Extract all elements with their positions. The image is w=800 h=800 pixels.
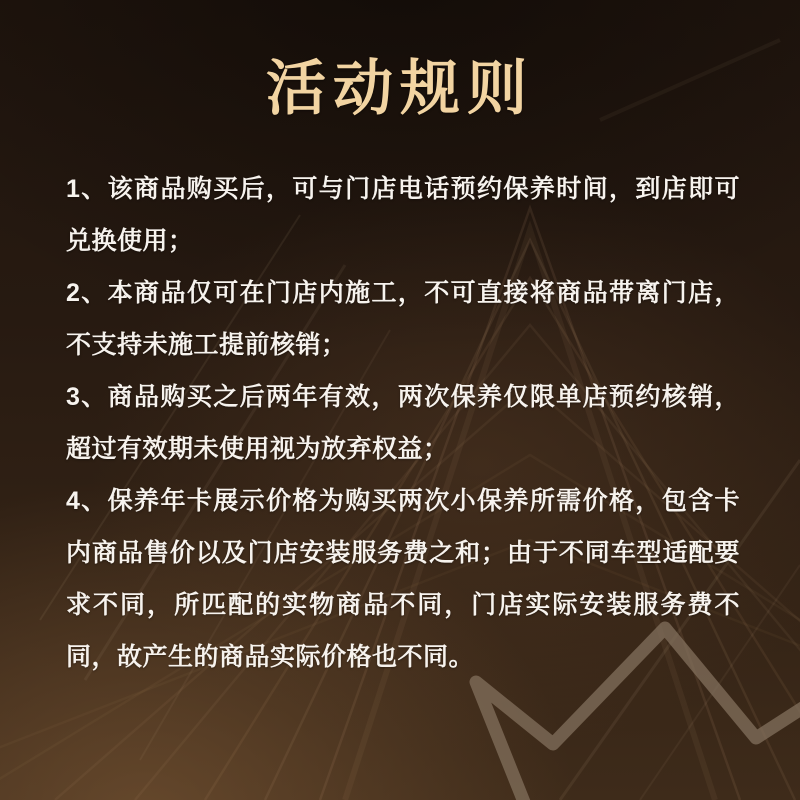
rule-item-3: 3、商品购买之后两年有效，两次保养仅限单店预约核销，超过有效期未使用视为放弃权益； xyxy=(66,383,740,463)
rule-item-4: 4、保养年卡展示价格为购买两次小保养所需价格，包含卡内商品售价以及门店安装服务费之和；由于不同车型适配要求不同，所匹配的实物商品不同，门店实际安装服务费不同，故产生的商品实际价格也不同。 xyxy=(66,487,740,671)
page-title: 活动规则 xyxy=(266,55,534,122)
rules-list xyxy=(66,163,740,683)
rule-item-2: 2、本商品仅可在门店内施工，不可直接将商品带离门店，不支持未施工提前核销； xyxy=(66,279,740,359)
rule-item-1: 1、该商品购买后，可与门店电话预约保养时间，到店即可兑换使用； xyxy=(66,175,740,255)
